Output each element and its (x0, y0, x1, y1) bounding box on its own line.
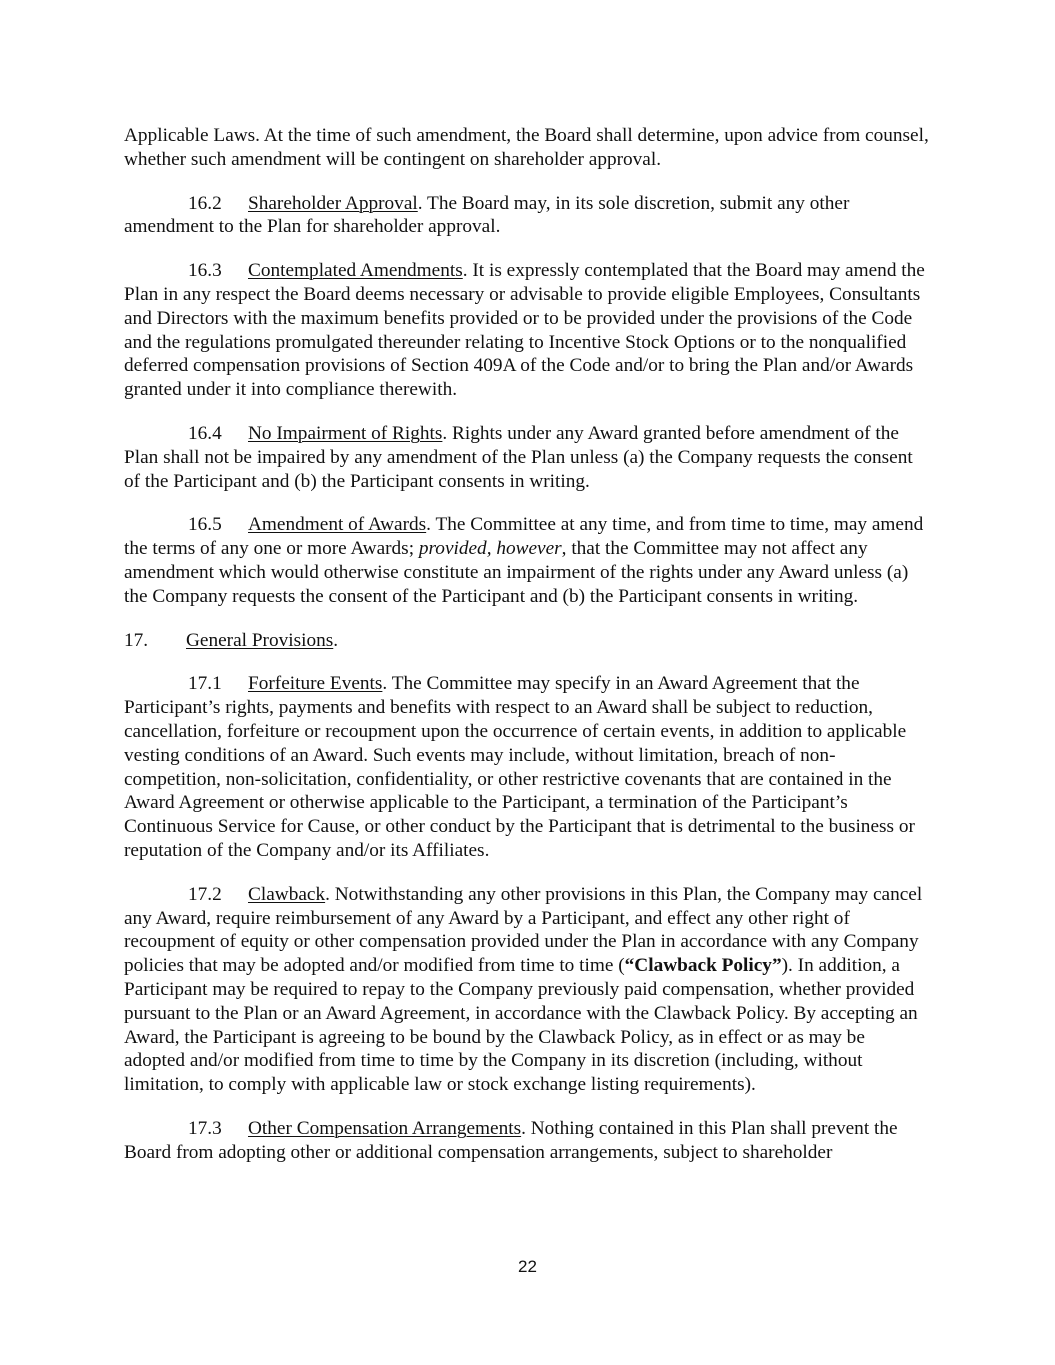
section-16-4 (124, 422, 930, 493)
section-heading: Shareholder Approval (248, 192, 418, 214)
italic-proviso: provided, however (418, 538, 562, 560)
section-text: . Nothing contained in this Plan shall prevent the Board from adopting other or additional compensation arrangements, subject to shareholder (124, 1117, 898, 1163)
section-16-2 (124, 192, 930, 240)
section-heading: Contemplated Amendments (248, 260, 463, 282)
section-heading: General Provisions (186, 629, 334, 651)
document-page (124, 124, 930, 1184)
section-16-5 (124, 513, 930, 608)
section-text: . The Committee may specify in an Award Agreement that the Participant’s rights, payments and benefits with respect to an Award shall be subject to reduction, cancellation, forfeiture or recoupment upon the occurrence of certain events, in addition to applicable vesting conditions of an Award. Such events may include, without limitation, breach of non-competition, non-solicitation, confidentiality, or other restrictive covenants that are contained in the Award Agreement or otherwise applicable to the Participant, a termination of the Participant’s Continuous Service for Cause, or other conduct by the Participant that is detrimental to the business or reputation of the Company and/or its Affiliates. (124, 673, 915, 861)
section-17-2 (124, 883, 930, 1097)
page-number: 22 (518, 1257, 537, 1276)
section-text: . Notwithstanding any other provisions in this Plan, the Company may cancel any Award, require reimbursement of any Award by a Participant, and effect any other right of recoupment of equity or other compensation provided under the Plan in accordance with any Company policies that may be adopted and/or modified from time to time ( (124, 883, 923, 977)
section-number: 17.1 (188, 673, 222, 695)
section-text: . The Committee at any time, and from time to time, may amend the terms of any one or more Awards; (124, 514, 924, 560)
intro-paragraph (124, 124, 930, 172)
section-text: . Rights under any Award granted before amendment of the Plan shall not be impaired by any amendment of the Plan unless (a) the Company requests the consent of the Participant and (b) the Participant consents in writing. (124, 422, 913, 492)
defined-term: “Clawback Policy” (624, 955, 782, 977)
section-text: . It is expressly contemplated that the Board may amend the Plan in any respect the Board deems necessary or advisable to provide eligible Employees, Consultants and Directors with the maximum benefits provided or to be provided under the provisions of the Code and the regulations promulgated thereunder relating to Incentive Stock Options or to the nonqualified deferred compensation provisions of Section 409A of the Code and/or to bring the Plan and/or Awards granted under it into compliance therewith. (124, 260, 925, 401)
section-text: . The Board may, in its sole discretion, submit any other amendment to the Plan for shareholder approval. (124, 192, 850, 238)
intro-text: Applicable Laws. At the time of such amendment, the Board shall determine, upon advice from counsel, whether such amendment will be contingent on shareholder approval. (124, 125, 929, 170)
section-heading-suffix: . (333, 629, 339, 651)
section-heading: Forfeiture Events (248, 673, 383, 695)
section-text-continued: , that the Committee may not affect any amendment which would otherwise constitute an impairment of the rights under any Award unless (a) the Company requests the consent of the Participant and (b) the Participant consents in writing. (124, 538, 909, 607)
section-heading: Other Compensation Arrangements (248, 1117, 522, 1139)
section-number: 17.2 (188, 883, 222, 905)
section-number: 16.2 (188, 192, 222, 214)
section-number: 17.3 (188, 1117, 222, 1139)
section-heading: No Impairment of Rights (248, 422, 443, 444)
section-number: 16.3 (188, 260, 222, 282)
section-number: 17. (124, 629, 149, 651)
section-16-3 (124, 259, 930, 402)
section-heading: Amendment of Awards (248, 514, 427, 536)
section-heading: Clawback (248, 883, 326, 905)
section-17-1 (124, 672, 930, 862)
section-17-3 (124, 1117, 930, 1165)
section-17-heading (124, 629, 930, 653)
section-number: 16.5 (188, 514, 222, 536)
section-text-continued: ). In addition, a Participant may be required to repay to the Company previously paid compensation, whether provided pursuant to the Plan or an Award Agreement, in accordance with the Clawback Policy. By accepting an Award, the Participant is agreeing to be bound by the Clawback Policy, as in effect or as may be adopted and/or modified from time to time by the Company in its discretion (including, without limitation, to comply with applicable law or stock exchange listing requirements). (124, 955, 918, 1096)
section-number: 16.4 (188, 422, 222, 444)
